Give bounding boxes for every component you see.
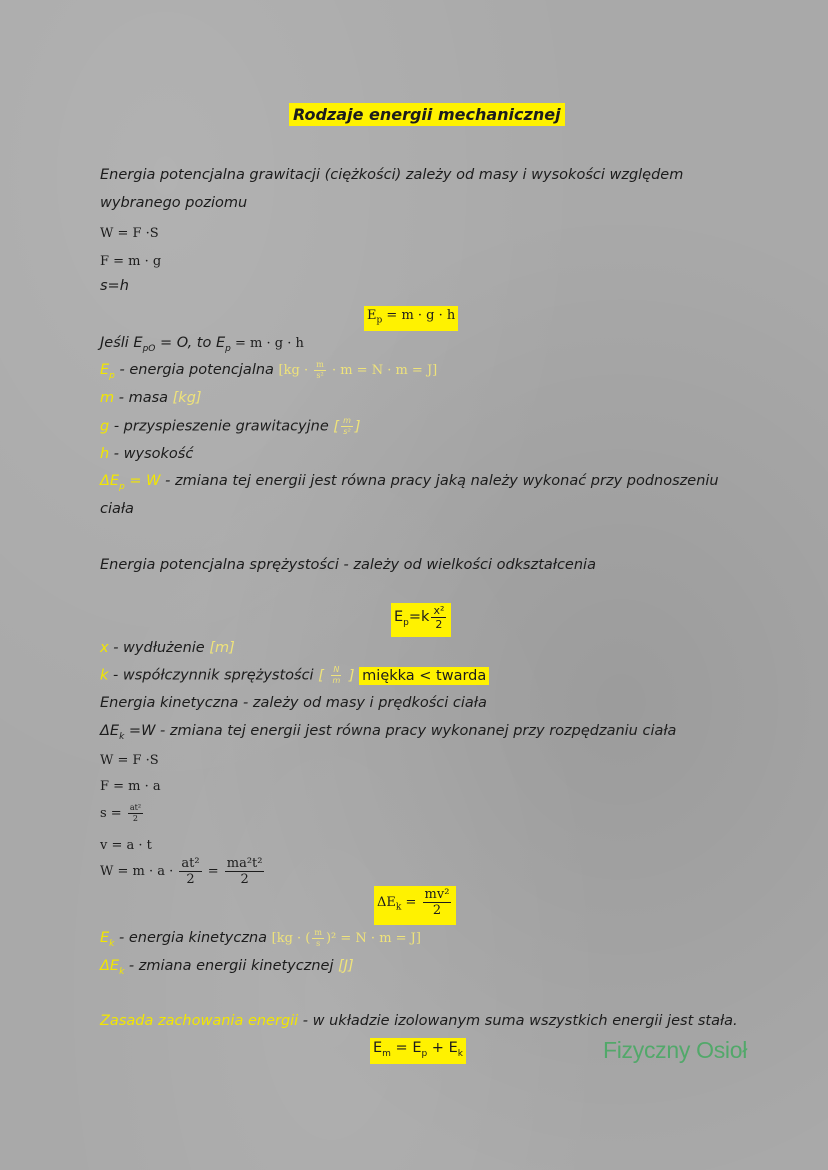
delta-ep-definition: $\Delta E_p = W$ - zmiana tej energii jest równa pracy jaką należy wykonać przy podnoszeniu (100, 473, 719, 492)
formula-elastic-energy: $E_p=k$ $\frac{\text{x²}}{2}$ (391, 603, 451, 637)
condition-line: Jeśli $E_{pO} = O$, to $E_p = m \cdot g \cdot h$ (100, 335, 304, 354)
ep-definition: $E_p$ - energia potencjalna [kg · $\frac{m}{\text{s²}}$ · m = N · m = J] (100, 360, 438, 381)
formula-potential-energy: $E_p = m \cdot g \cdot h$ (364, 306, 458, 331)
kinetic-intro: Energia kinetyczna - zależy od masy i prędkości ciała (100, 695, 487, 711)
kinetic-equation-work: W = F ·S (100, 753, 159, 768)
formula-mechanical-energy: $E_m = E_p + E_k$ (370, 1038, 466, 1064)
kinetic-equation-force: F = m · a (100, 779, 161, 794)
k-hardness-note: miękka < twarda (359, 667, 489, 685)
kinetic-equation-w: W = m · a · $\frac{\text{at²}}{2}$ = $\frac{\text{ma²t²}}{2}$ (100, 856, 263, 887)
formula-ep-rhs: m · g · h (401, 308, 456, 323)
gravity-intro-line-2: wybranego poziomu (100, 195, 248, 211)
ep-unit: [kg · $\frac{m}{\text{s²}}$ · m = N · m = J] (278, 360, 438, 380)
kinetic-equation-s: s = $\frac{\text{at²}}{2}$ (100, 803, 142, 823)
h-definition: h - wysokość (100, 446, 194, 462)
ek-definition: $E_k$ - energia kinetyczna [kg · ( $\frac{m}{s}$ )² = N · m = J] (100, 928, 421, 949)
conservation-principle: Zasada zachowania energii - w układzie izolowanym suma wszystkich energii jest stała. (100, 1013, 738, 1029)
gravity-intro-line-1: Energia potencjalna grawitacji (ciężkości) zależy od masy i wysokości względem (100, 167, 684, 183)
delta-ek-definition: $\Delta E_k$ - zmiana energii kinetycznej [J] (100, 958, 354, 977)
equation-work: W = F ·S (100, 226, 159, 241)
equation-force: F = m · g (100, 254, 162, 269)
brand-logo: Fizyczny Osioł (603, 1037, 748, 1063)
delta-ep-definition-cont: ciała (100, 501, 134, 517)
g-definition: g - przyspieszenie grawitacyjne [ $\frac{m}{\text{s²}}$ ] (100, 416, 361, 436)
x-definition: x - wydłużenie [m] (100, 640, 235, 656)
page-title: Rodzaje energii mechanicznej (289, 103, 565, 126)
kinetic-equation-v: v = a · t (100, 838, 152, 853)
equation-s: s=h (100, 278, 129, 294)
formula-kinetic-energy: $\Delta E_k$ = $\frac{\text{mv²}}{2}$ (374, 886, 456, 925)
delta-ek-intro: $\Delta E_k =W$ - zmiana tej energii jest równa pracy wykonanej przy rozpędzaniu ciała (100, 723, 677, 742)
elastic-intro: Energia potencjalna sprężystości - zależy od wielkości odkształcenia (100, 557, 596, 573)
mass-definition: m - masa [kg] (100, 390, 202, 406)
k-definition: k - współczynnik sprężystości [ $\frac{N}{m}$ ] miękka < twarda (100, 666, 489, 685)
